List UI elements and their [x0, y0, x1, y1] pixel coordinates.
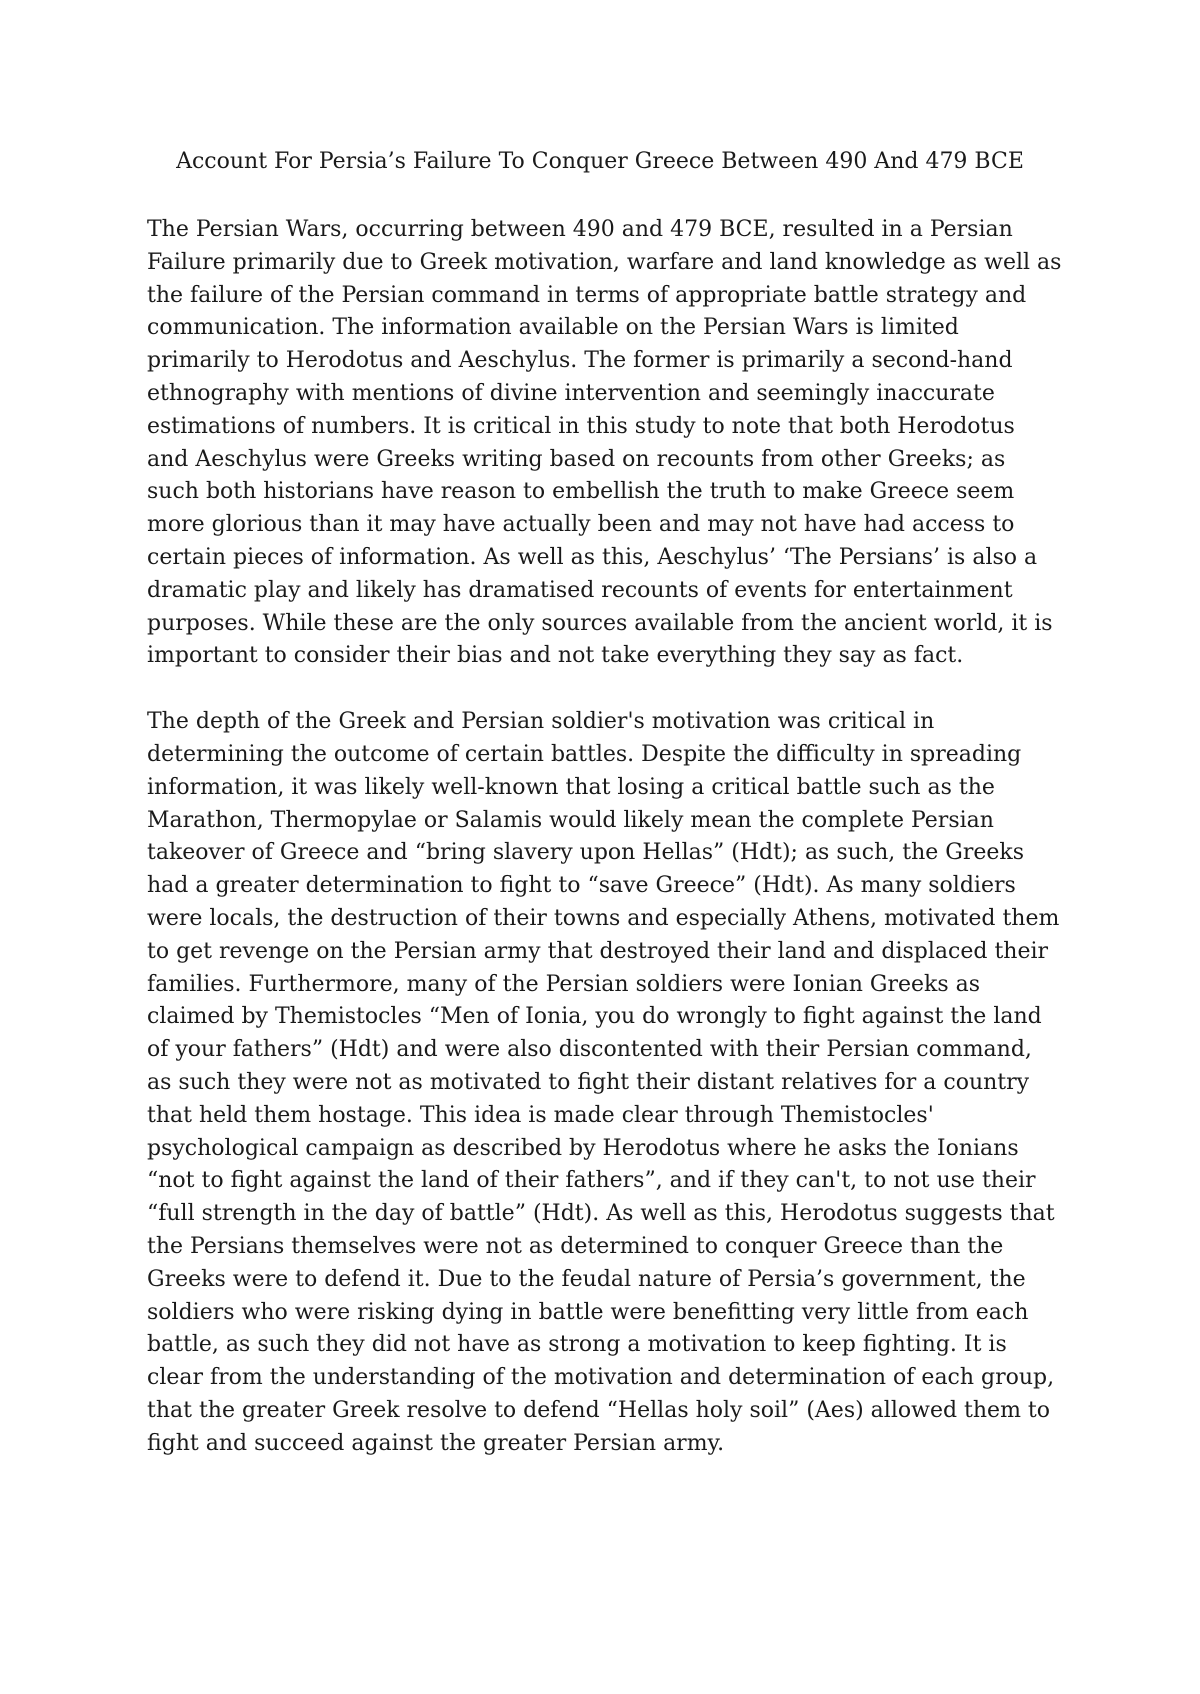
paragraph-motivation: The depth of the Greek and Persian soldier's motivation was critical in determining the outcome of certain battles. Despite the difficulty in spreading information, it was likely well-known that losing a critical battle such as the Marathon, Thermopylae or Salamis would likely mean the complete Persian takeover of Greece and “bring slavery upon Hellas” (Hdt); as such, the Greeks had a greater determination to fight to “save Greece” (Hdt). As many soldiers were locals, the destruction of their towns and especially Athens, motivated them to get revenge on the Persian army that destroyed their land and displaced their families. Furthermore, many of the Persian soldiers were Ionian Greeks as claimed by Themistocles “Men of Ionia, you do wrongly to fight against the land of your fathers” (Hdt) and were also discontented with their Persian command, as such they were not as motivated to fight their distant relatives for a country that held them hostage. This idea is made clear through Themistocles' psychological campaign as described by Herodotus where he asks the Ionians “not to fight against the land of their fathers”, and if they can't, to not use their “full strength in the day of battle” (Hdt). As well as this, Herodotus suggests that the Persians themselves were not as determined to conquer Greece than the Greeks were to defend it. Due to the feudal nature of Persia’s government, the soldiers who were risking dying in battle were benefitting very little from each battle, as such they did not have as strong a motivation to keep fighting. It is clear from the understanding of the motivation and determination of each group, that the greater Greek resolve to defend “Hellas holy soil” (Aes) allowed them to fight and succeed against the greater Persian army.: [147, 709, 1060, 1456]
document-body: [147, 214, 1062, 1493]
document-title: Account For Persia’s Failure To Conquer Greece Between 490 And 479 BCE: [176, 149, 1024, 174]
paragraph-introduction: The Persian Wars, occurring between 490 and 479 BCE, resulted in a Persian Failure primarily due to Greek motivation, warfare and land knowledge as well as the failure of the Persian command in terms of appropriate battle strategy and communication. The information available on the Persian Wars is limited primarily to Herodotus and Aeschylus. The former is primarily a second-hand ethnography with mentions of divine intervention and seemingly inaccurate estimations of numbers. It is critical in this study to note that both Herodotus and Aeschylus were Greeks writing based on recounts from other Greeks; as such both historians have reason to embellish the truth to make Greece seem more glorious than it may have actually been and may not have had access to certain pieces of information. As well as this, Aeschylus’ ‘The Persians’ is also a dramatic play and likely has dramatised recounts of events for entertainment purposes. While these are the only sources available from the ancient world, it is important to consider their bias and not take everything they say as fact.: [147, 217, 1062, 669]
